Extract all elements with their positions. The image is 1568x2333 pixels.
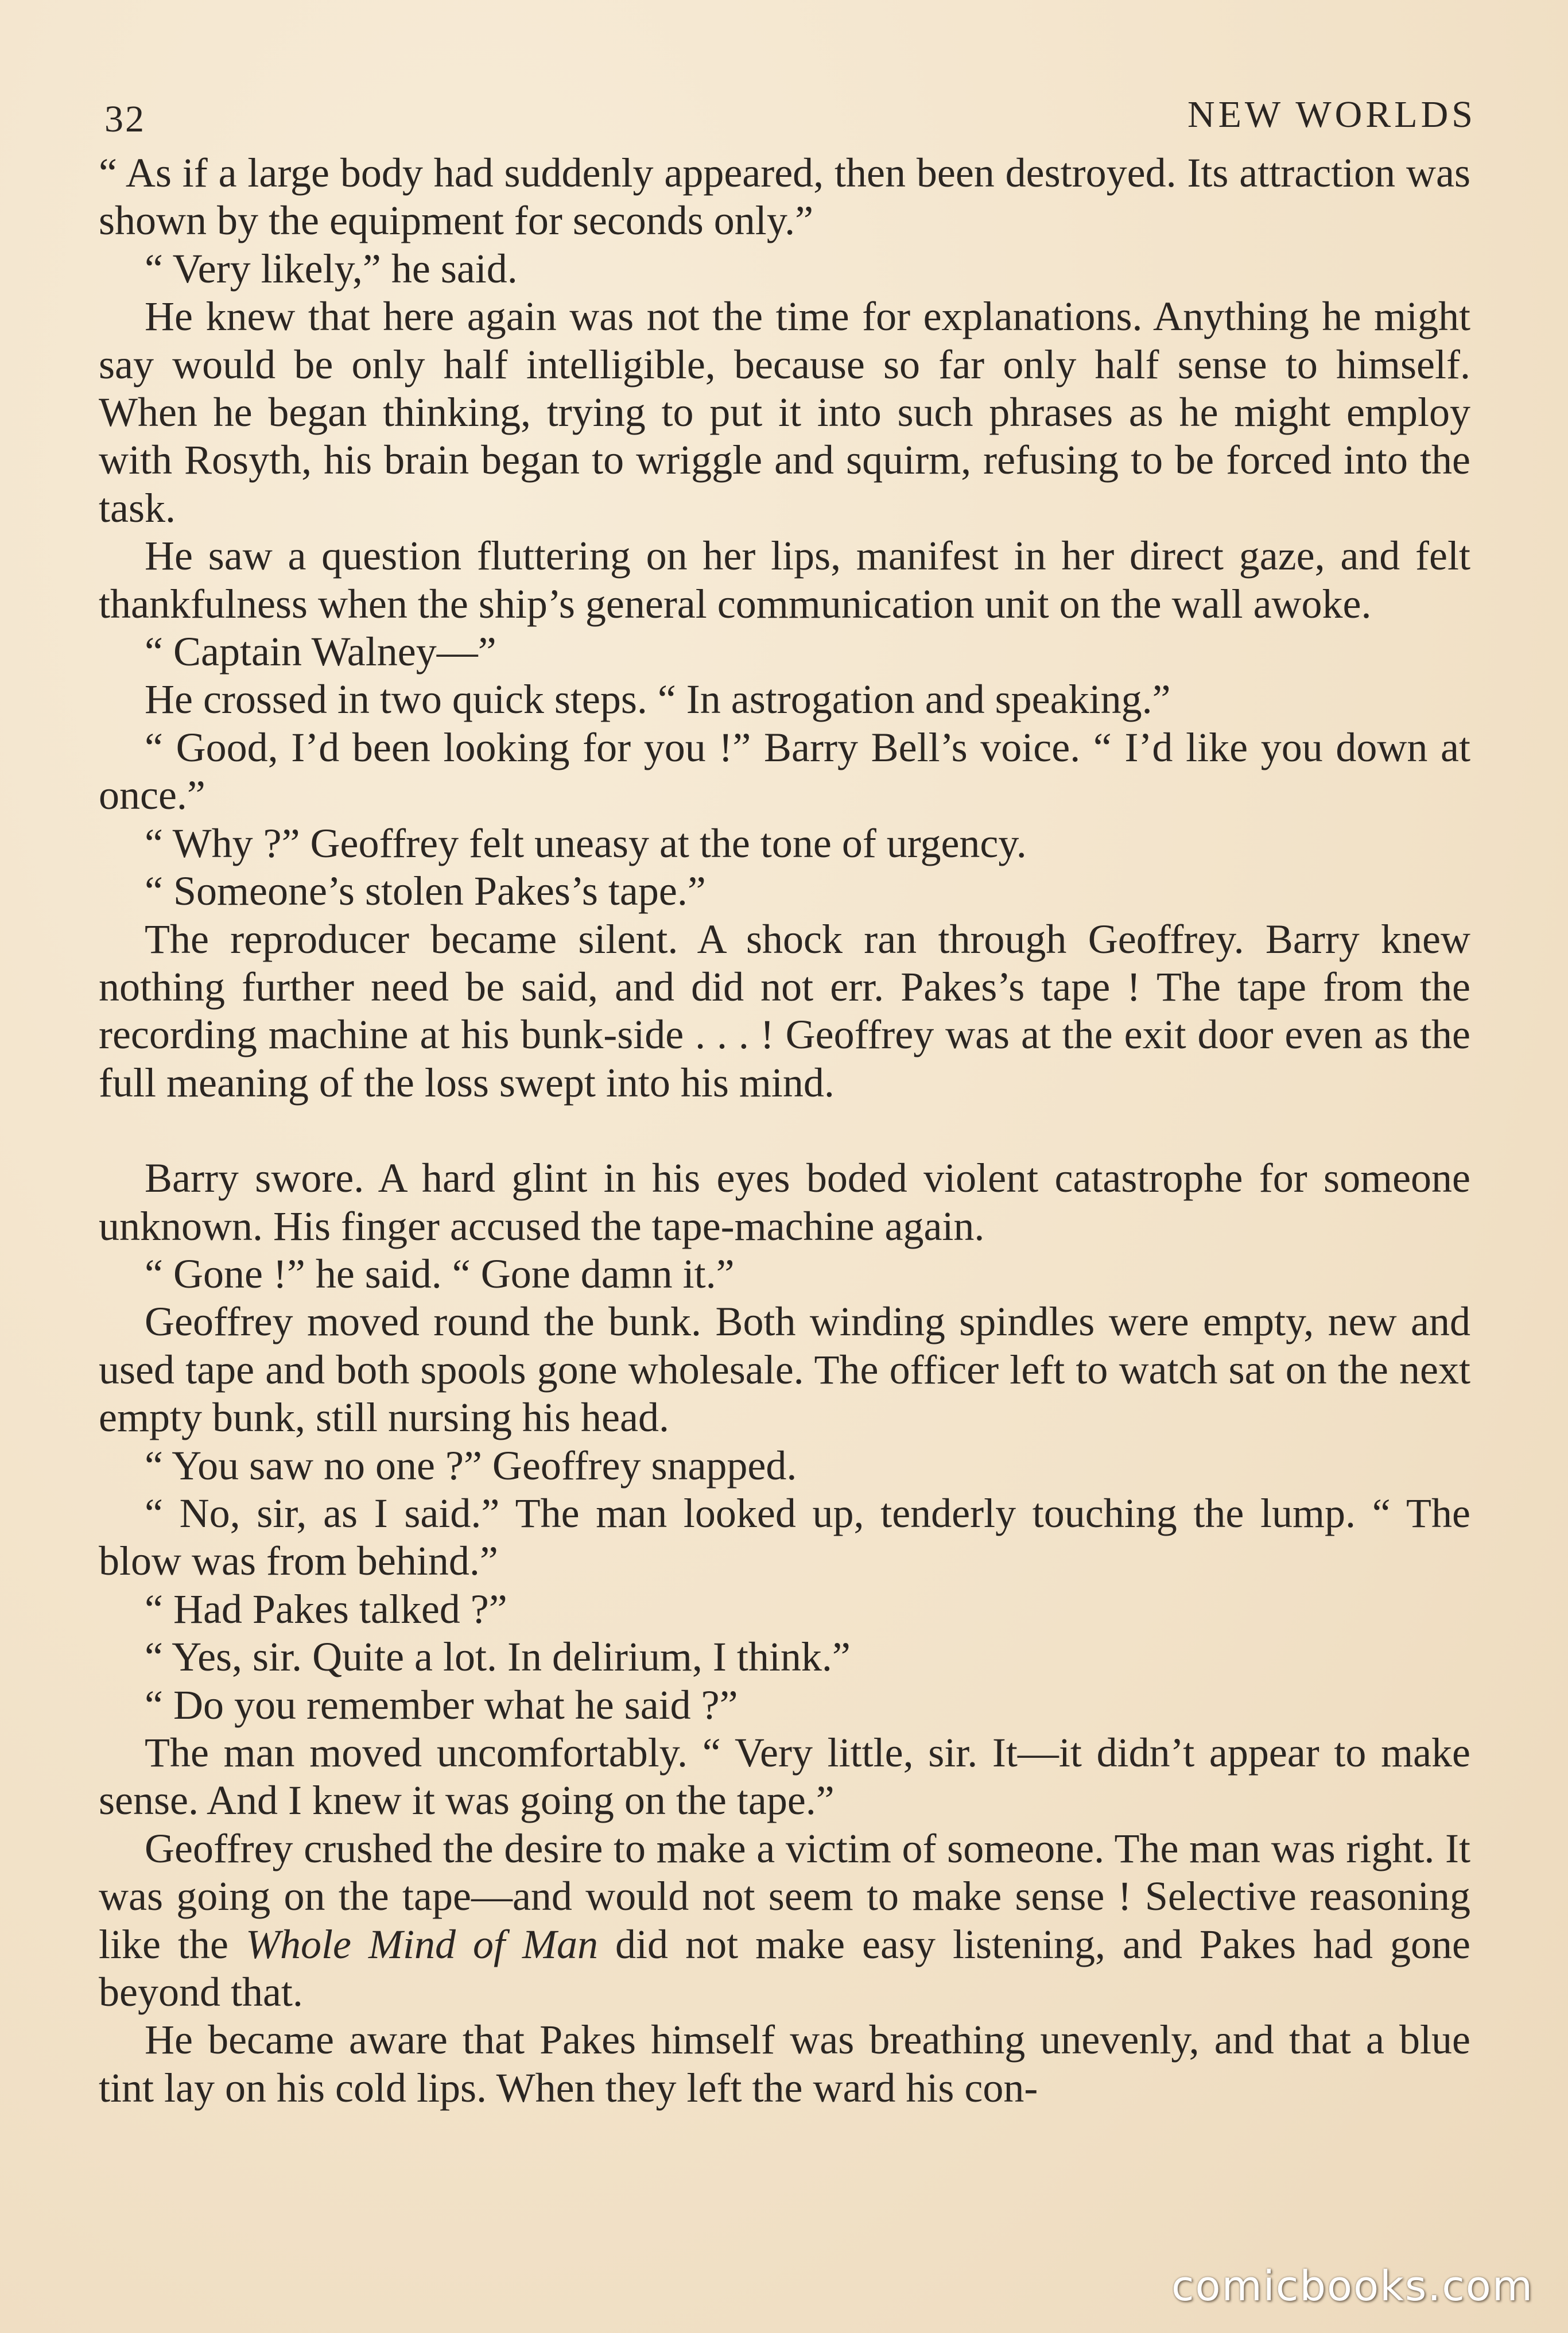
paragraph: “ Do you remember what he said ?”: [145, 1681, 738, 1728]
paragraph: “ As if a large body had suddenly appeared, then been destroyed. Its attraction was shown by the equipment for seconds only.”: [99, 150, 1470, 244]
paragraph: The reproducer became silent. A shock ran through Geoffrey. Barry knew nothing further need be said, and did not err. Pakes’s tape ! The tape from the recording machine at his bunk-side . . . ! Geoffrey was at the exit door even as the full meaning of the loss swept into his mind.: [99, 916, 1470, 1106]
watermark: comicbooks.com: [1171, 2262, 1534, 2310]
paragraph: Geoffrey moved round the bunk. Both winding spindles were empty, new and used tape and both spools gone wholesale. The officer left to watch sat on the next empty bunk, still nursing his head.: [99, 1299, 1470, 1441]
book-page: [99, 86, 1476, 2112]
paragraph: Barry swore. A hard glint in his eyes boded violent catastrophe for someone unknown. His finger accused the tape-machine again.: [99, 1155, 1470, 1249]
paragraph: [99, 1825, 1470, 2017]
paragraph: “ Yes, sir. Quite a lot. In delirium, I think.”: [145, 1634, 851, 1680]
paragraph: “ Very likely,” he said.: [145, 245, 518, 292]
paragraph: “ Captain Walney—”: [145, 629, 496, 675]
body-text: [99, 149, 1470, 2112]
running-title: NEW WORLDS: [1187, 94, 1476, 135]
running-head: [99, 86, 1476, 149]
paragraph: “ Gone !” he said. “ Gone damn it.”: [145, 1250, 735, 1297]
paragraph: He crossed in two quick steps. “ In astrogation and speaking.”: [145, 676, 1171, 723]
paragraph: “ No, sir, as I said.” The man looked up, tenderly touching the lump. “ The blow was from behind.”: [99, 1490, 1470, 1584]
paragraph-text: did not make easy listening, and Pakes had gone beyond that.: [99, 1921, 1470, 2016]
paragraph: “ Good, I’d been looking for you !” Barry Bell’s voice. “ I’d like you down at once.”: [99, 724, 1470, 819]
section-break: [99, 1107, 1470, 1154]
paragraph: “ Someone’s stolen Pakes’s tape.”: [145, 868, 706, 914]
paragraph: “ Had Pakes talked ?”: [145, 1586, 507, 1632]
paragraph: He saw a question fluttering on her lips, manifest in her direct gaze, and felt thankfulness when the ship’s general communication unit on the wall awoke.: [99, 533, 1470, 627]
paragraph: He knew that here again was not the time for explanations. Anything he might say would be only half intelligible, because so far only half sense to himself. When he began thinking, trying to put it into such phrases as he might employ with Rosyth, his brain began to wriggle and squirm, refusing to be forced into the task.: [99, 293, 1470, 531]
paragraph: “ Why ?” Geoffrey felt uneasy at the tone of urgency.: [145, 820, 1027, 866]
book-title-italic: Whole Mind of Man: [246, 1921, 598, 1967]
paragraph: “ You saw no one ?” Geoffrey snapped.: [145, 1442, 797, 1489]
paragraph: The man moved uncomfortably. “ Very little, sir. It—it didn’t appear to make sense. And I knew it was going on the tape.”: [99, 1730, 1470, 1824]
paragraph: He became aware that Pakes himself was breathing unevenly, and that a blue tint lay on his cold lips. When they left the ward his con-: [99, 2017, 1470, 2111]
page-number: 32: [104, 98, 146, 140]
paragraph-text: Geoffrey crushed the desire to make a victim of someone. The man was right. It was going on the tape—and would not seem to make sense ! Selective reasoning like the: [99, 1825, 1470, 1967]
